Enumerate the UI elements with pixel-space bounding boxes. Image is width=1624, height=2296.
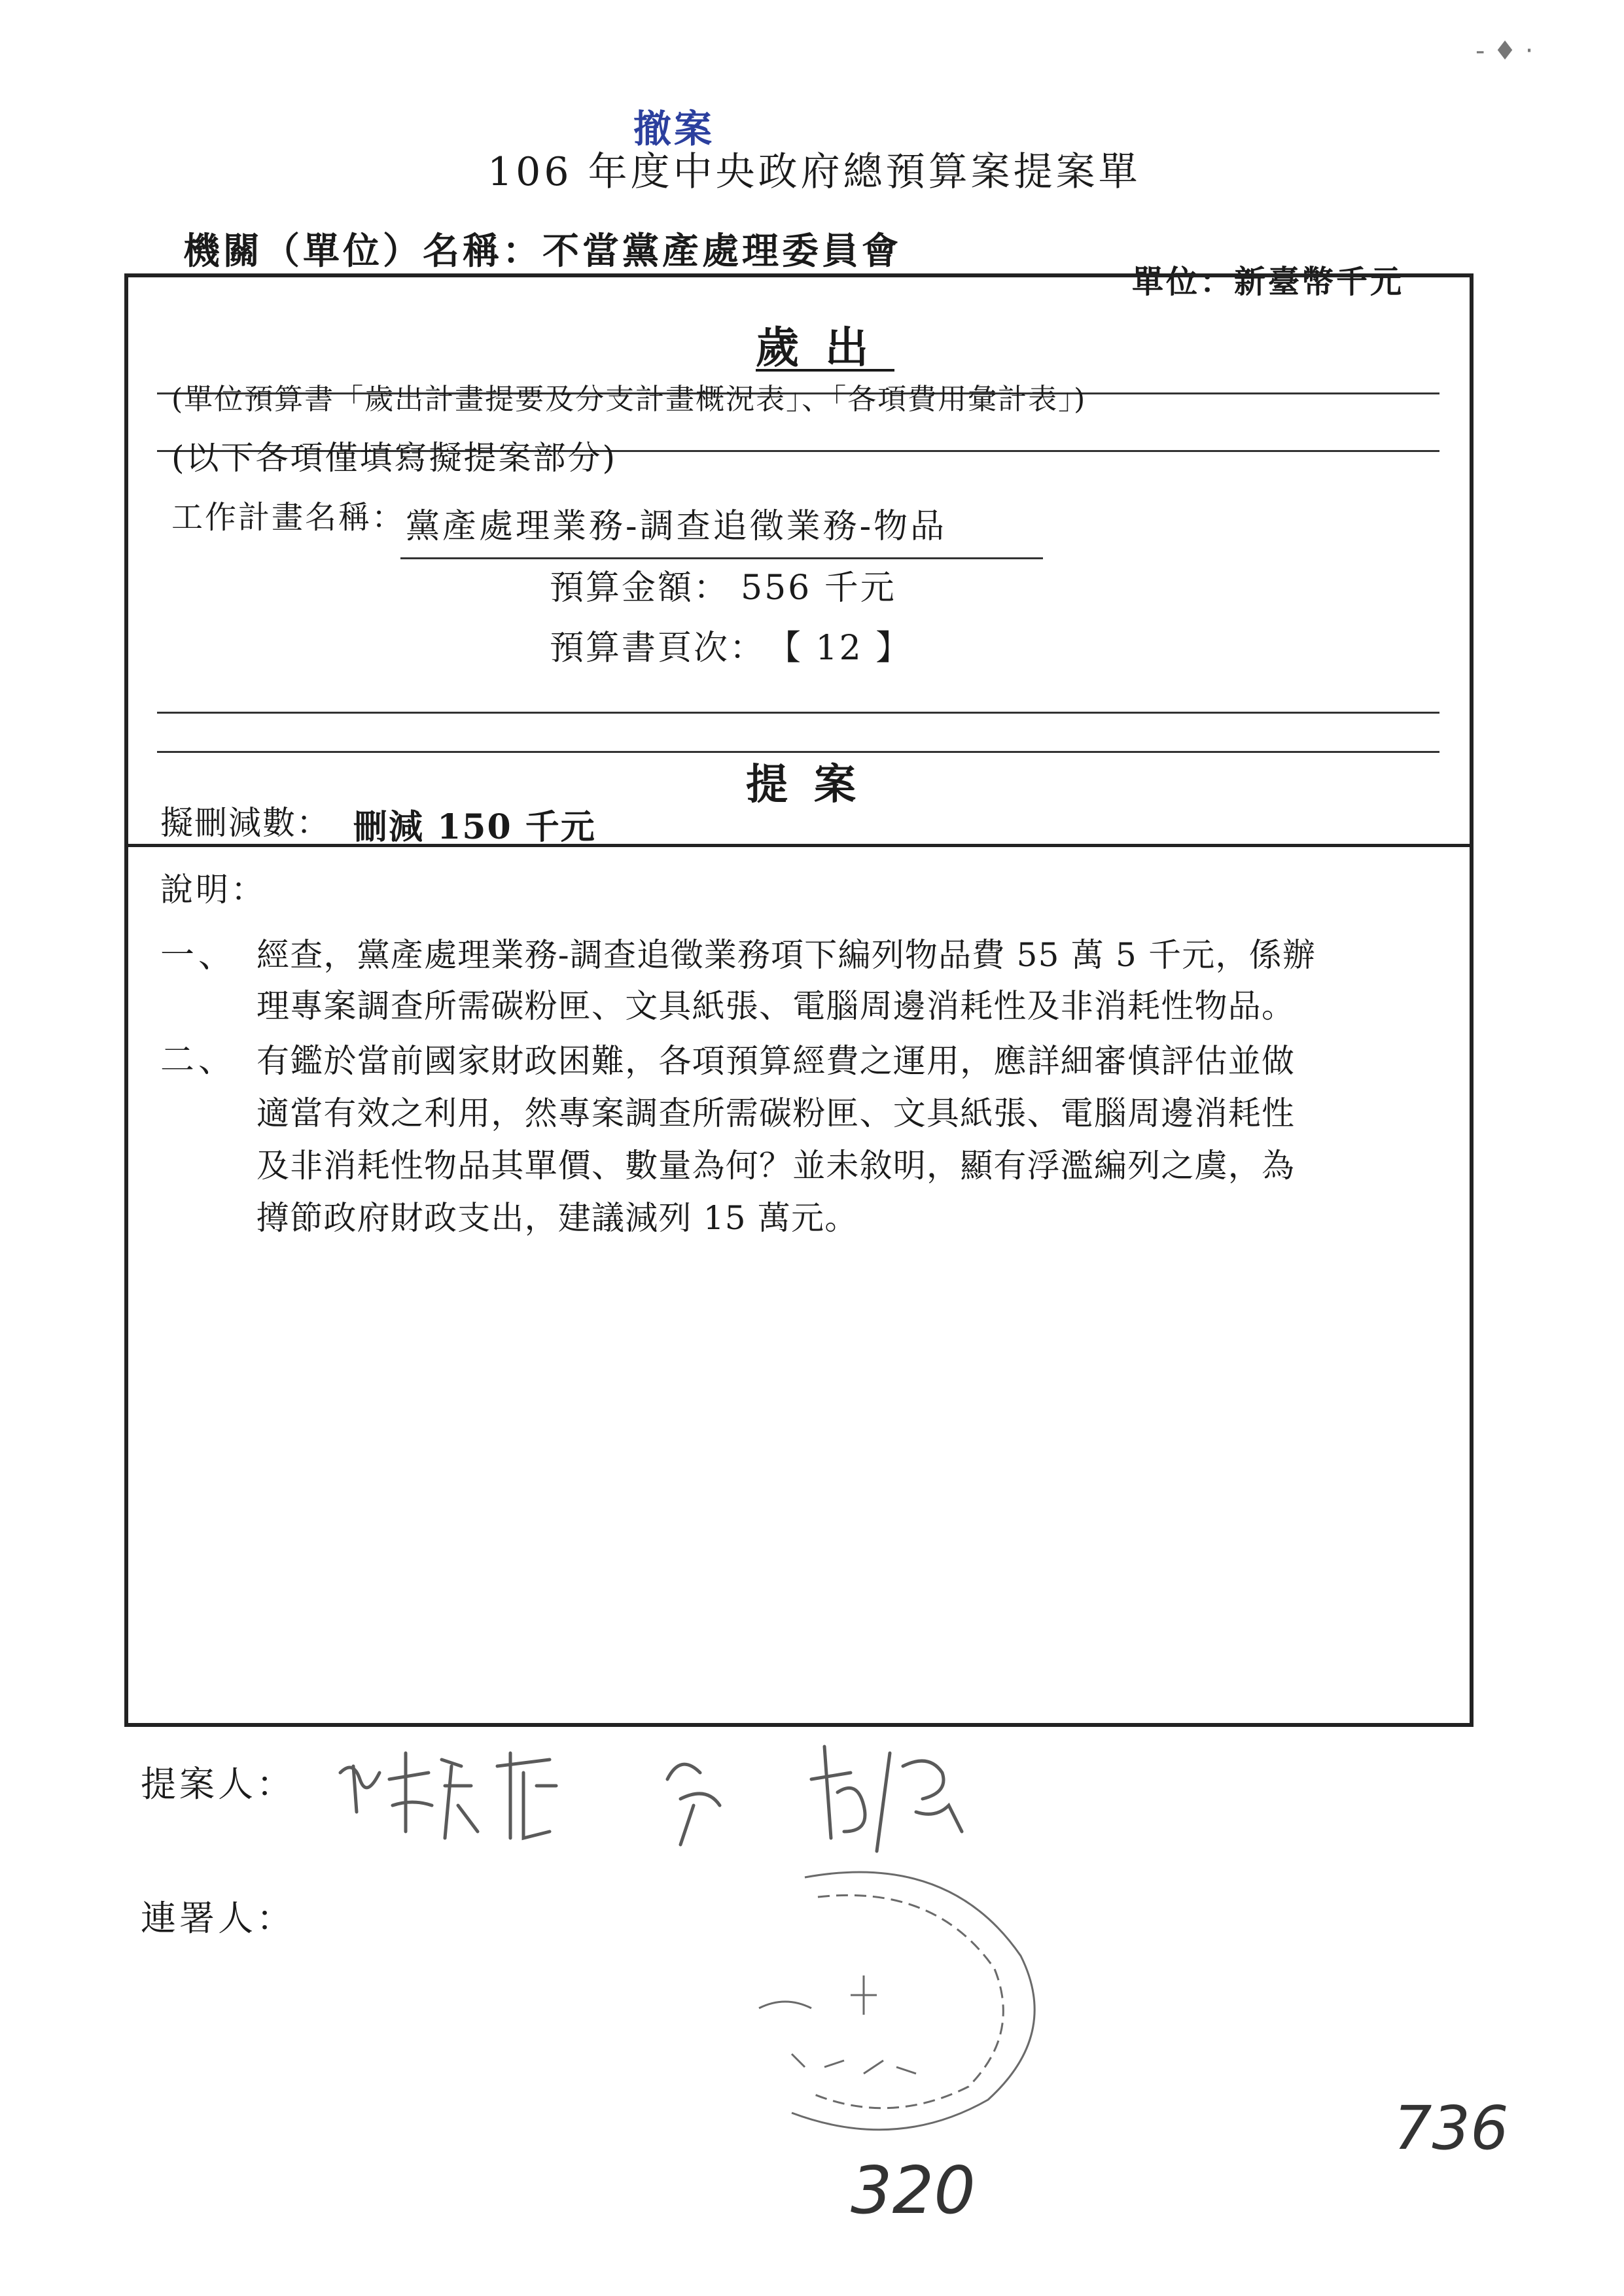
- proposal-section-title: 提案: [746, 760, 882, 809]
- agency-name: 機關（單位）名稱：不當黨產處理委員會: [183, 230, 902, 273]
- budget-page-label: 預算書頁次：: [550, 629, 766, 668]
- plan-name-value: 黨產處理業務-調查追徵業務-物品: [406, 507, 947, 546]
- item-text-line: 及非消耗性物品其單價、數量為何？並未敘明，顯有浮濫編列之虞，為: [256, 1147, 1296, 1185]
- item-number: 一、: [160, 936, 237, 975]
- item-text-line: 理專案調查所需碳粉匣、文具紙張、電腦周邊消耗性及非消耗性物品。: [256, 987, 1296, 1025]
- budget-amount-value: 556 千元: [741, 568, 896, 608]
- page-number: 736: [1394, 2093, 1509, 2163]
- handwritten-number: 320: [851, 2152, 976, 2229]
- plan-name-label: 工作計畫名稱：: [171, 499, 406, 536]
- cut-amount-value: 刪減 150 千元: [353, 807, 596, 847]
- item-text-line: 撙節政府財政支出，建議減列 15 萬元。: [256, 1199, 858, 1237]
- corner-handwritten-mark: ‐ ♦ ·: [1475, 36, 1534, 66]
- explanation-label: 說明：: [160, 871, 266, 909]
- item-text-line: 經查，黨產處理業務-調查追徵業務項下編列物品費 55 萬 5 千元，係辦: [256, 936, 1316, 974]
- budget-page-value: 【 12 】: [767, 629, 912, 668]
- currency-unit: 單位：新臺幣千元: [1132, 264, 1405, 300]
- item-number: 二、: [160, 1041, 237, 1080]
- document-title: 106 年度中央政府總預算案提案單: [487, 149, 1141, 195]
- item-text-line: 有鑑於當前國家財政困難，各項預算經費之運用，應詳細審慎評估並做: [256, 1042, 1296, 1080]
- expenditure-section-title: 歲出: [756, 322, 894, 373]
- divider-line: [124, 844, 1474, 847]
- divider-line: [157, 712, 1439, 714]
- official-seal-stamp: [700, 1858, 1080, 2132]
- plan-name-underline: [400, 557, 1043, 559]
- cosigner-label: 連署人：: [141, 1898, 295, 1939]
- proposer-label: 提案人：: [141, 1764, 295, 1805]
- source-note: (單位預算書「歲出計畫提要及分支計畫概況表」、「各項費用彙計表」): [171, 383, 1087, 416]
- item-text-line: 適當有效之利用，然專案調查所需碳粉匣、文具紙張、電腦周邊消耗性: [256, 1094, 1296, 1132]
- withdrawn-stamp-text: 撤案: [633, 107, 715, 151]
- cut-amount-label: 擬刪減數：: [160, 804, 330, 842]
- handwritten-signature: [327, 1727, 1008, 1871]
- budget-amount-label: 預算金額：: [550, 568, 730, 608]
- fill-note: (以下各項僅填寫擬提案部分): [171, 439, 618, 477]
